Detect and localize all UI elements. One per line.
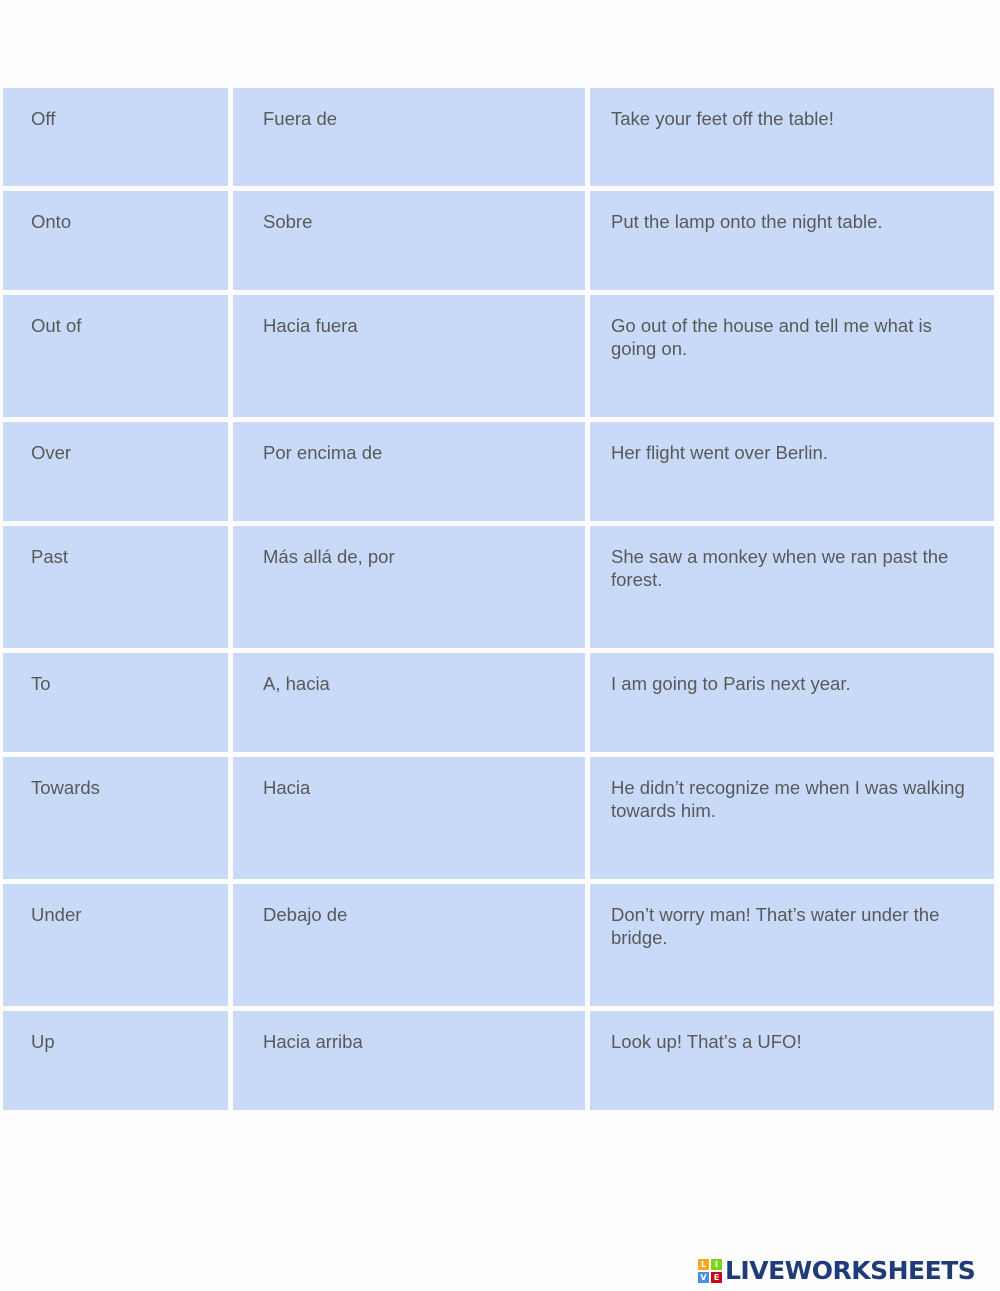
table-row xyxy=(3,88,994,186)
example-cell: Take your feet off the table! xyxy=(590,88,994,186)
word-cell: Past xyxy=(3,526,228,648)
translation-cell: Hacia arriba xyxy=(233,1011,585,1110)
example-cell: Don’t worry man! That’s water under the bridge. xyxy=(590,884,994,1006)
word-cell: Onto xyxy=(3,191,228,290)
example-cell: He didn’t recognize me when I was walking towards him. xyxy=(590,757,994,879)
example-cell: She saw a monkey when we ran past the forest. xyxy=(590,526,994,648)
logo-tile-l: L xyxy=(698,1259,709,1270)
table-row xyxy=(3,1011,994,1110)
example-cell: Her flight went over Berlin. xyxy=(590,422,994,521)
example-cell: Go out of the house and tell me what is going on. xyxy=(590,295,994,417)
table-row xyxy=(3,526,994,648)
example-cell: Put the lamp onto the night table. xyxy=(590,191,994,290)
translation-cell: Hacia xyxy=(233,757,585,879)
logo-tile-i: I xyxy=(711,1259,722,1270)
translation-cell: Sobre xyxy=(233,191,585,290)
logo-text: LIVEWORKSHEETS xyxy=(725,1256,976,1285)
word-cell: Up xyxy=(3,1011,228,1110)
logo-tile-v: V xyxy=(698,1272,709,1283)
example-cell: I am going to Paris next year. xyxy=(590,653,994,752)
table-row xyxy=(3,653,994,752)
word-cell: Out of xyxy=(3,295,228,417)
word-cell: Over xyxy=(3,422,228,521)
translation-cell: Fuera de xyxy=(233,88,585,186)
liveworksheets-icon xyxy=(698,1259,722,1283)
prepositions-table xyxy=(3,88,994,1115)
translation-cell: Más allá de, por xyxy=(233,526,585,648)
word-cell: Towards xyxy=(3,757,228,879)
liveworksheets-logo[interactable] xyxy=(698,1257,975,1285)
logo-tile-e: E xyxy=(711,1272,722,1283)
word-cell: Under xyxy=(3,884,228,1006)
table-row xyxy=(3,191,994,290)
translation-cell: Hacia fuera xyxy=(233,295,585,417)
table-row xyxy=(3,757,994,879)
translation-cell: Debajo de xyxy=(233,884,585,1006)
translation-cell: A, hacia xyxy=(233,653,585,752)
word-cell: Off xyxy=(3,88,228,186)
word-cell: To xyxy=(3,653,228,752)
table-row xyxy=(3,422,994,521)
table-row xyxy=(3,295,994,417)
translation-cell: Por encima de xyxy=(233,422,585,521)
table-row xyxy=(3,884,994,1006)
example-cell: Look up! That’s a UFO! xyxy=(590,1011,994,1110)
